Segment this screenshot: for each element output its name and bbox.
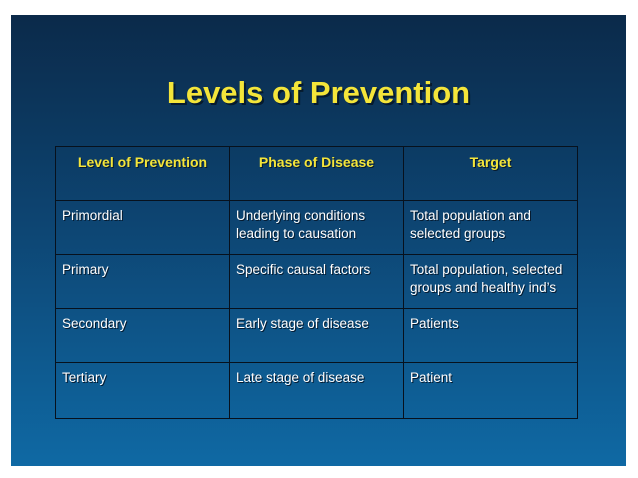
cell-target: Patient: [404, 363, 578, 419]
header-target: Target: [404, 147, 578, 201]
cell-phase: Early stage of disease: [230, 309, 404, 363]
table-row: [56, 201, 578, 255]
cell-level: Secondary: [56, 309, 230, 363]
cell-level: Primordial: [56, 201, 230, 255]
cell-target: Patients: [404, 309, 578, 363]
slide: [11, 15, 626, 466]
cell-level: Tertiary: [56, 363, 230, 419]
cell-phase: Specific causal factors: [230, 255, 404, 309]
cell-phase: Underlying conditions leading to causation: [230, 201, 404, 255]
cell-level: Primary: [56, 255, 230, 309]
header-row: [56, 147, 578, 201]
cell-target: Total population, selected groups and healthy ind’s: [404, 255, 578, 309]
header-phase: Phase of Disease: [230, 147, 404, 201]
table-row: [56, 309, 578, 363]
table-row: [56, 255, 578, 309]
prevention-table: [55, 146, 578, 419]
table-row: [56, 363, 578, 419]
cell-phase: Late stage of disease: [230, 363, 404, 419]
cell-target: Total population and selected groups: [404, 201, 578, 255]
slide-title: Levels of Prevention: [166, 75, 471, 110]
header-level: Level of Prevention: [56, 147, 230, 201]
